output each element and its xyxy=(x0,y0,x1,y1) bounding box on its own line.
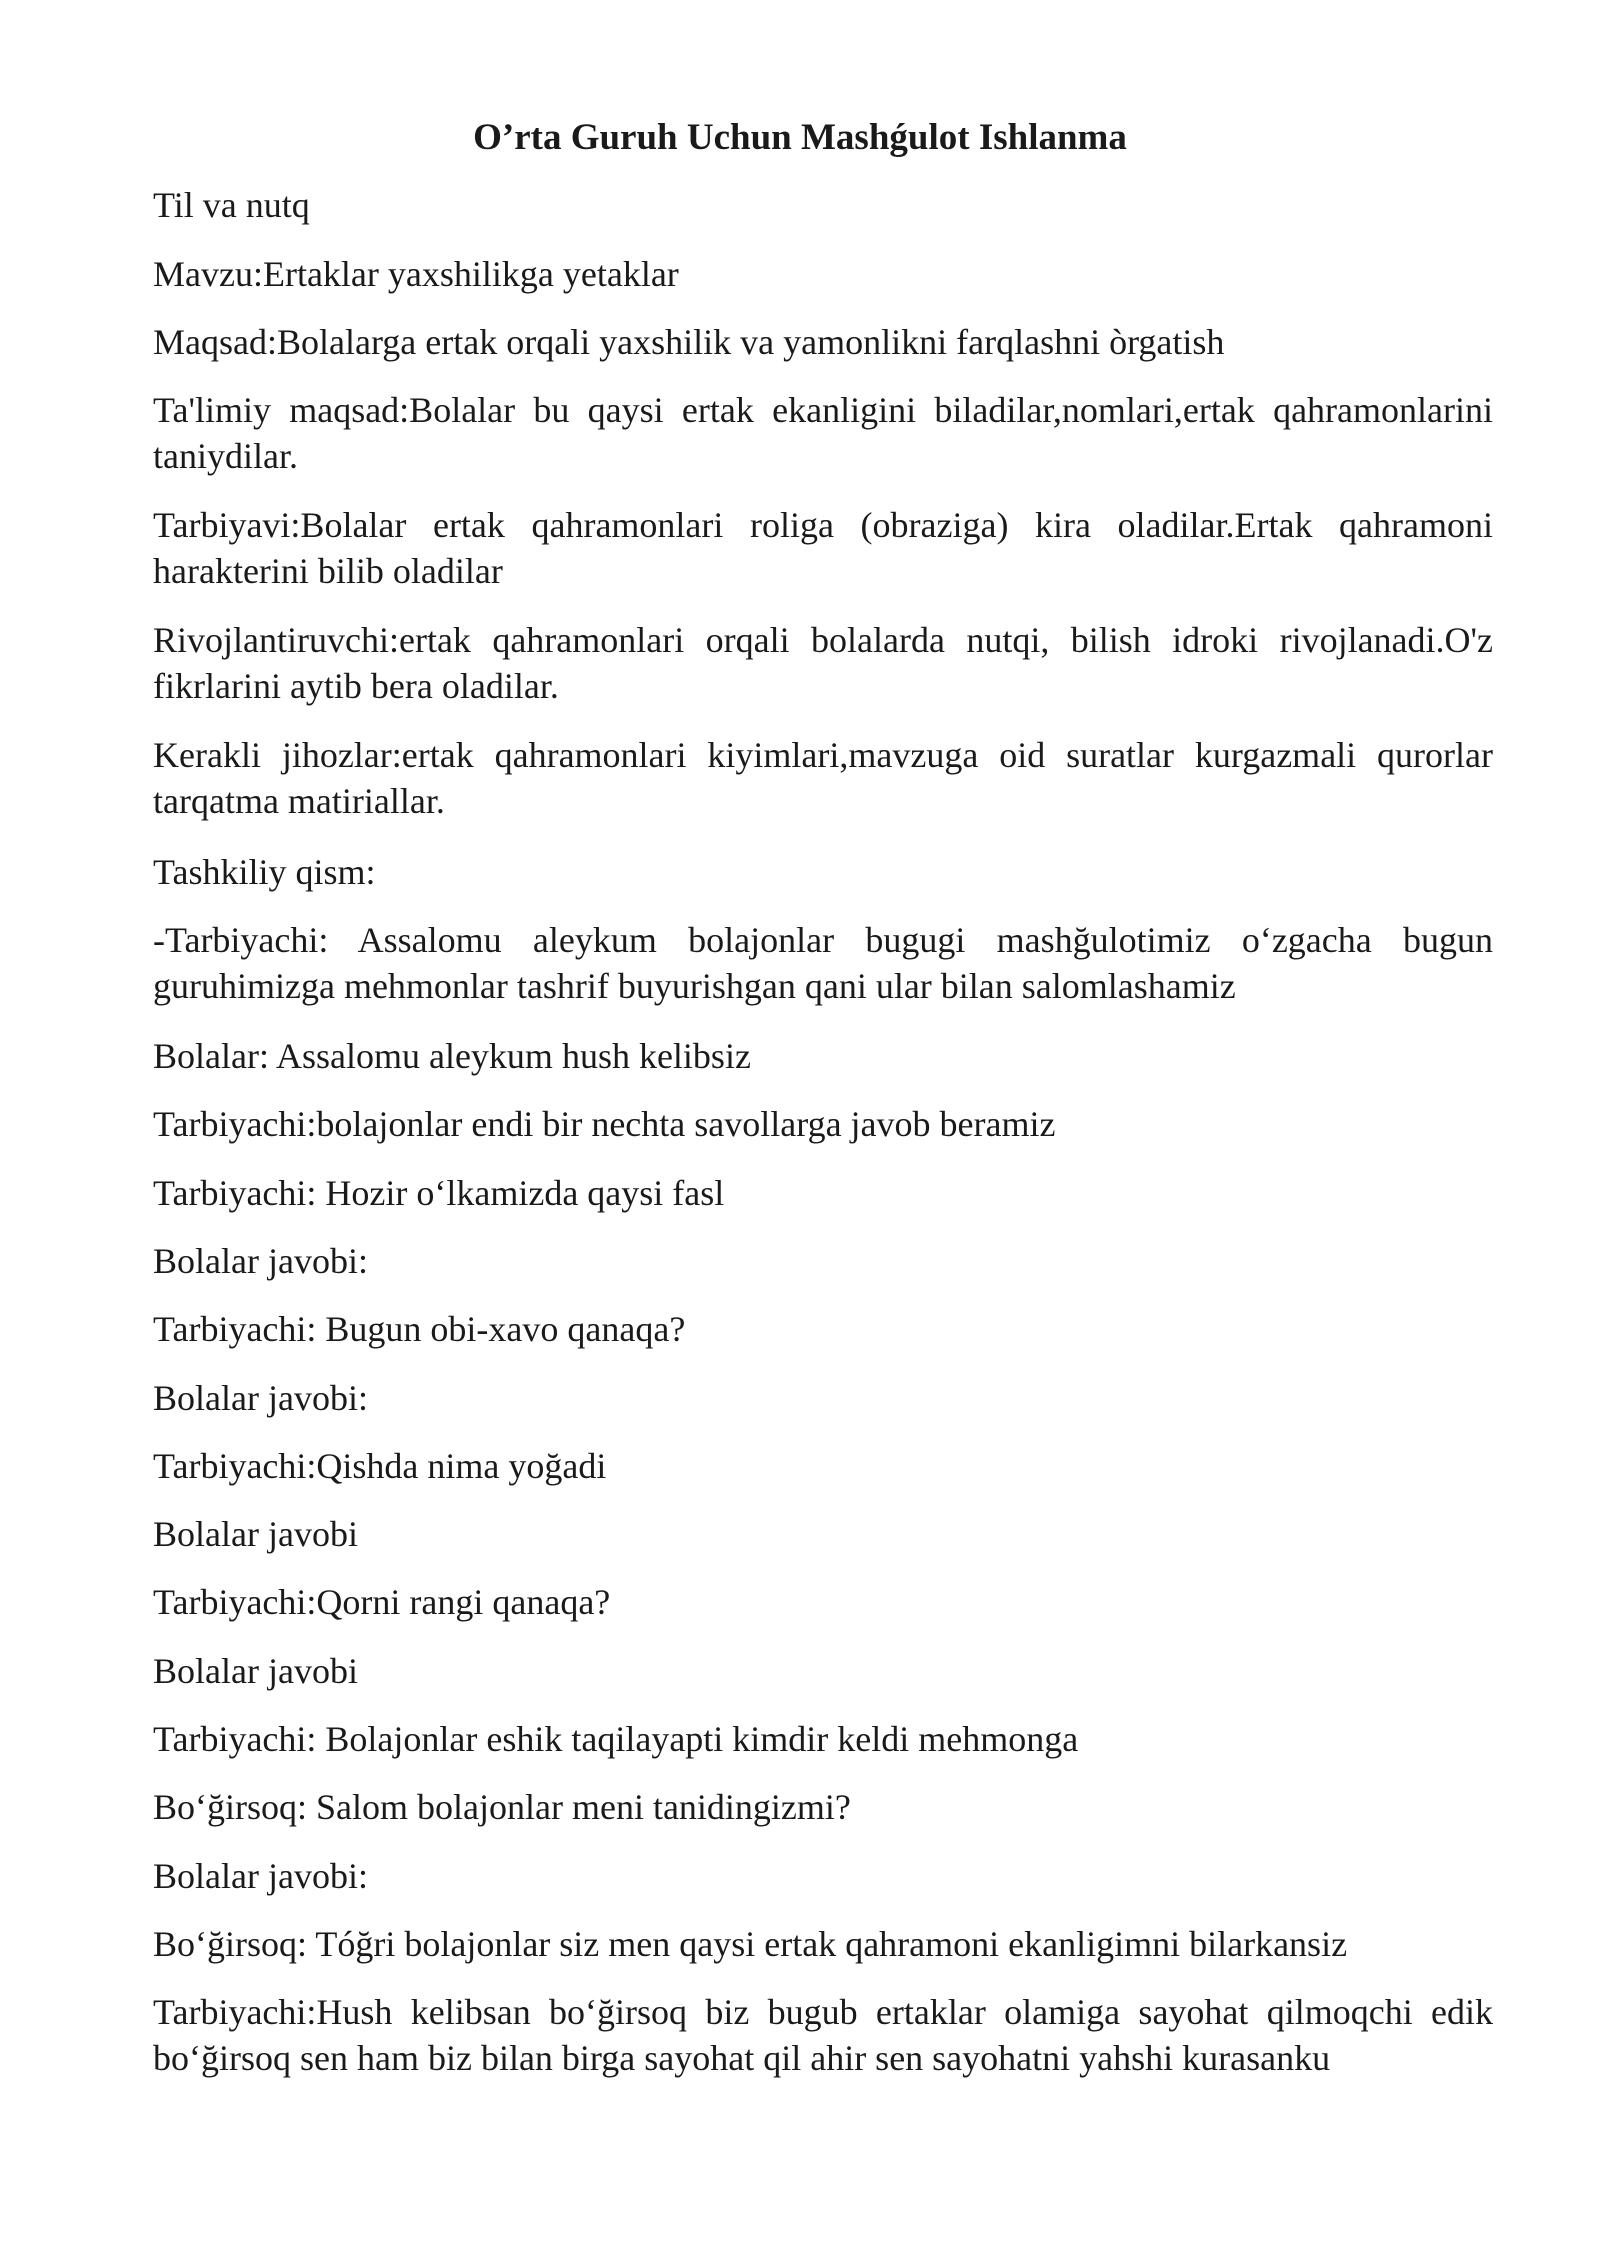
paragraph-equipment: Kerakli jihozlar:ertak qahramonlari kiyimlari,mavzuga oid suratlar kurgazmali qurorlar tarqatma matiriallar. xyxy=(153,735,1493,821)
dialogue-line: Tarbiyachi:Hush kelibsan bo‘ğirsoq biz bugub ertaklar olamiga sayohat qilmoqchi edik bo‘ğirsoq sen ham biz bilan birga sayohat qil ahir sen sayohatni yahshi kurasanku xyxy=(153,1992,1493,2078)
dialogue-line: Tarbiyachi: Hozir o‘lkamizda qaysi fasl xyxy=(153,1173,725,1213)
paragraph-organizational-part: Tashkiliy qism: xyxy=(153,852,376,892)
paragraph-developmental-goal: Rivojlantiruvchi:ertak qahramonlari orqali bolalarda nutqi, bilish idroki rivojlanadi.O'z fikrlarini aytib bera oladilar. xyxy=(153,620,1493,706)
paragraph-subject: Til va nutq xyxy=(153,185,310,225)
dialogue-line: Tarbiyachi:Qorni rangi qanaqa? xyxy=(153,1582,611,1622)
paragraph-upbringing-goal: Tarbiyavi:Bolalar ertak qahramonlari roliga (obraziga) kira oladilar.Ertak qahramoni harakterini bilib oladilar xyxy=(153,505,1493,591)
dialogue-line: Tarbiyachi:Qishda nima yoğadi xyxy=(153,1446,607,1486)
dialogue-line: Tarbiyachi: Bugun obi-xavo qanaqa? xyxy=(153,1309,686,1349)
dialogue-line: Bolalar javobi xyxy=(153,1651,358,1691)
dialogue-line: Bolalar javobi: xyxy=(153,1241,368,1281)
dialogue-line: Bolalar javobi: xyxy=(153,1856,368,1896)
dialogue-line: Bolalar javobi: xyxy=(153,1378,368,1418)
dialogue-line: Bo‘ğirsoq: Salom bolajonlar meni tanidingizmi? xyxy=(153,1787,851,1827)
paragraph-goal: Maqsad:Bolalarga ertak orqali yaxshilik va yamonlikni farqlashni òrgatish xyxy=(153,322,1225,362)
document-title: O’rta Guruh Uchun Mashǵulot Ishlanma xyxy=(473,117,1127,158)
dialogue-line: Bo‘ğirsoq: Tóğri bolajonlar siz men qaysi ertak qahramoni ekanligimni bilarkansiz xyxy=(153,1924,1348,1964)
dialogue-line: -Tarbiyachi: Assalomu aleykum bolajonlar bugugi mashğulotimiz o‘zgacha bugun guruhimizga mehmonlar tashrif buyurishgan qani ular bilan salomlashamiz xyxy=(153,920,1493,1006)
dialogue-line: Bolalar javobi xyxy=(153,1514,358,1554)
paragraph-educational-goal: Ta'limiy maqsad:Bolalar bu qaysi ertak ekanligini biladilar,nomlari,ertak qahramonlarini taniydilar. xyxy=(153,390,1493,476)
paragraph-topic: Mavzu:Ertaklar yaxshilikga yetaklar xyxy=(153,254,679,294)
dialogue-line: Tarbiyachi: Bolajonlar eshik taqilayapti kimdir keldi mehmonga xyxy=(153,1719,1079,1759)
dialogue-line: Bolalar: Assalomu aleykum hush kelibsiz xyxy=(153,1036,751,1076)
dialogue-line: Tarbiyachi:bolajonlar endi bir nechta savollarga javob beramiz xyxy=(153,1104,1056,1144)
